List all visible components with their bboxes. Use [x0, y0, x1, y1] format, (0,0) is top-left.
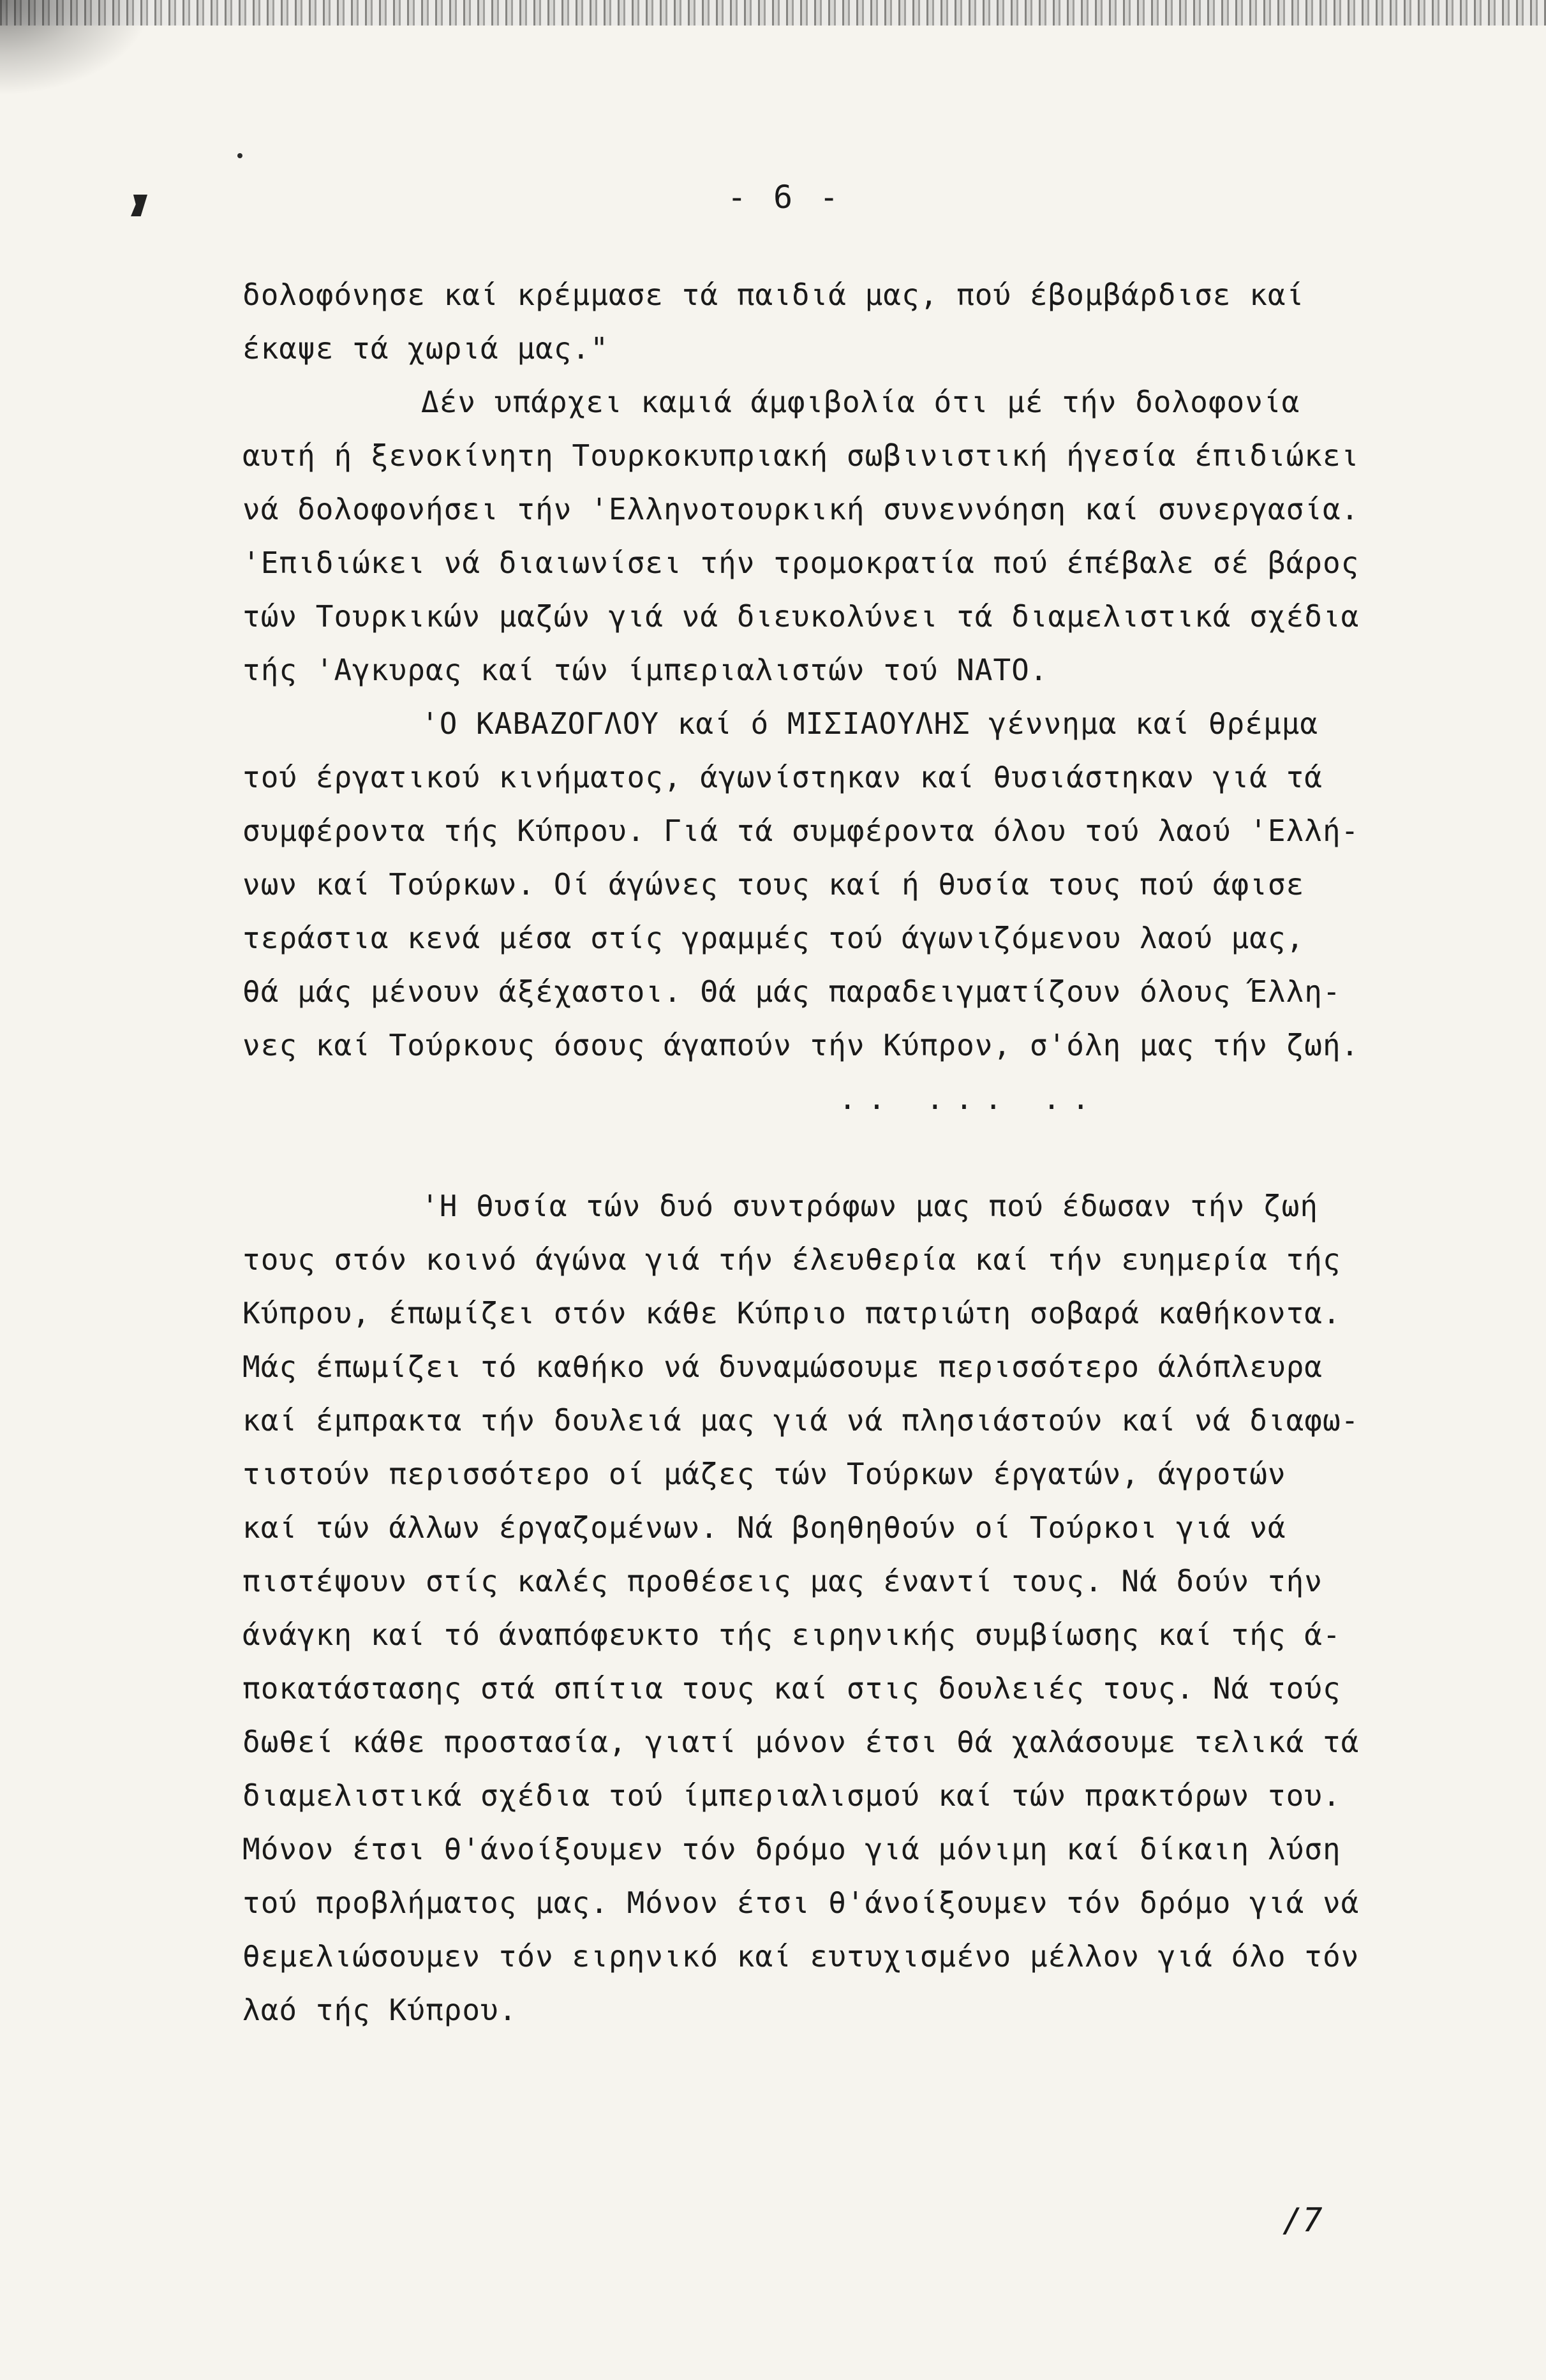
spacer — [242, 1126, 1468, 1179]
text-line: δωθεί κάθε προστασία, γιατί μόνον έτσι θά χαλάσουμε τελικά τά — [242, 1725, 1360, 1759]
text-line: νες καί Τούρκους όσους άγαπούν τήν Κύπρον, σ'όλη μας τήν ζωή. — [242, 1028, 1360, 1062]
body-text — [242, 268, 1468, 2037]
continuation-mark: /7 — [1282, 2201, 1323, 2240]
text-line: τής 'Αγκυρας καί τών ίμπεριαλιστών τού ΝΑΤΟ. — [242, 653, 1048, 687]
text-line: Μόνον έτσι θ'άνοίξουμεν τόν δρόμο γιά μόνιμη καί δίκαιη λύση — [242, 1832, 1341, 1866]
text-line: νων καί Τούρκων. Οί άγώνες τους καί ή θυσία τους πού άφισε — [242, 867, 1305, 902]
text-line: τιστούν περισσότερο οί μάζες τών Τούρκων έργατών, άγροτών — [242, 1457, 1286, 1491]
text-line: πιστέψουν στίς καλές προθέσεις μας έναντί τους. Νά δούν τήν — [242, 1564, 1323, 1598]
text-line: καί έμπρακτα τήν δουλειά μας γιά νά πλησιάστούν καί νά διαφω- — [242, 1403, 1360, 1438]
scan-top-edge — [0, 0, 1546, 26]
text-line: τους στόν κοινό άγώνα γιά τήν έλευθερία καί τήν ευημερία τής — [242, 1242, 1341, 1277]
text-line: δολοφόνησε καί κρέμμασε τά παιδιά μας, πού έβομβάρδισε καί — [242, 278, 1305, 312]
text-line: 'Η θυσία τών δυό συντρόφων μας πού έδωσαν τήν ζωή — [421, 1189, 1319, 1223]
text-line: Κύπρου, έπωμίζει στόν κάθε Κύπριο πατριώτη σοβαρά καθήκοντα. — [242, 1296, 1341, 1330]
page-number: - 6 - — [727, 179, 843, 216]
text-line: τών Τουρκικών μαζών γιά νά διευκολύνει τά διαμελιστικά σχέδια — [242, 599, 1360, 634]
text-line: αυτή ή ξενοκίνητη Τουρκοκυπριακή σωβινιστική ήγεσία έπιδιώκει — [242, 438, 1360, 473]
text-line: νά δολοφονήσει τήν 'Ελληνοτουρκική συνεννόηση καί συνεργασία. — [242, 492, 1360, 526]
scan-corner-shadow — [0, 0, 153, 96]
text-line: καί τών άλλων έργαζομένων. Νά βοηθηθούν οί Τούρκοι γιά νά — [242, 1510, 1286, 1545]
text-line: Δέν υπάρχει καμιά άμφιβολία ότι μέ τήν δολοφονία — [421, 385, 1300, 419]
text-line: έκαψε τά χωριά μας." — [242, 331, 609, 366]
text-line: Μάς έπωμίζει τό καθήκο νά δυναμώσουμε περισσότερο άλόπλευρα — [242, 1350, 1323, 1384]
text-line: τού έργατικού κινήματος, άγωνίστηκαν καί θυσιάστηκαν γιά τά — [242, 760, 1323, 794]
text-line: διαμελιστικά σχέδια τού ίμπεριαλισμού καί τών πρακτόρων του. — [242, 1778, 1341, 1813]
text-line: τεράστια κενά μέσα στίς γραμμές τού άγωνιζόμενου λαού μας, — [242, 921, 1305, 955]
text-line: τού προβλήματος μας. Μόνον έτσι θ'άνοίξουμεν τόν δρόμο γιά νά — [242, 1885, 1360, 1920]
text-line: ποκατάστασης στά σπίτια τους καί στις δουλειές τους. Νά τούς — [242, 1671, 1341, 1706]
stray-dot — [237, 153, 242, 158]
text-line: συμφέροντα τής Κύπρου. Γιά τά συμφέροντα όλου τού λαού 'Ελλή- — [242, 814, 1360, 848]
text-line: λαό τής Κύπρου. — [242, 1993, 517, 2027]
text-line: άνάγκη καί τό άναπόφευκτο τής ειρηνικής συμβίωσης καί τής ά- — [242, 1618, 1341, 1652]
margin-mark — [131, 195, 147, 216]
text-line: 'Επιδιώκει νά διαιωνίσει τήν τρομοκρατία πού έπέβαλε σέ βάρος — [242, 546, 1360, 580]
section-separator: .. ... .. — [838, 1082, 1101, 1116]
text-line: θεμελιώσουμεν τόν ειρηνικό καί ευτυχισμένο μέλλον γιά όλο τόν — [242, 1939, 1360, 1974]
text-line: θά μάς μένουν άξέχαστοι. Θά μάς παραδειγματίζουν όλους Έλλη- — [242, 974, 1341, 1009]
text-line: 'Ο ΚΑΒΑΖΟΓΛΟΥ καί ό ΜΙΣΙΑΟΥΛΗΣ γέννημα καί θρέμμα — [421, 706, 1319, 741]
